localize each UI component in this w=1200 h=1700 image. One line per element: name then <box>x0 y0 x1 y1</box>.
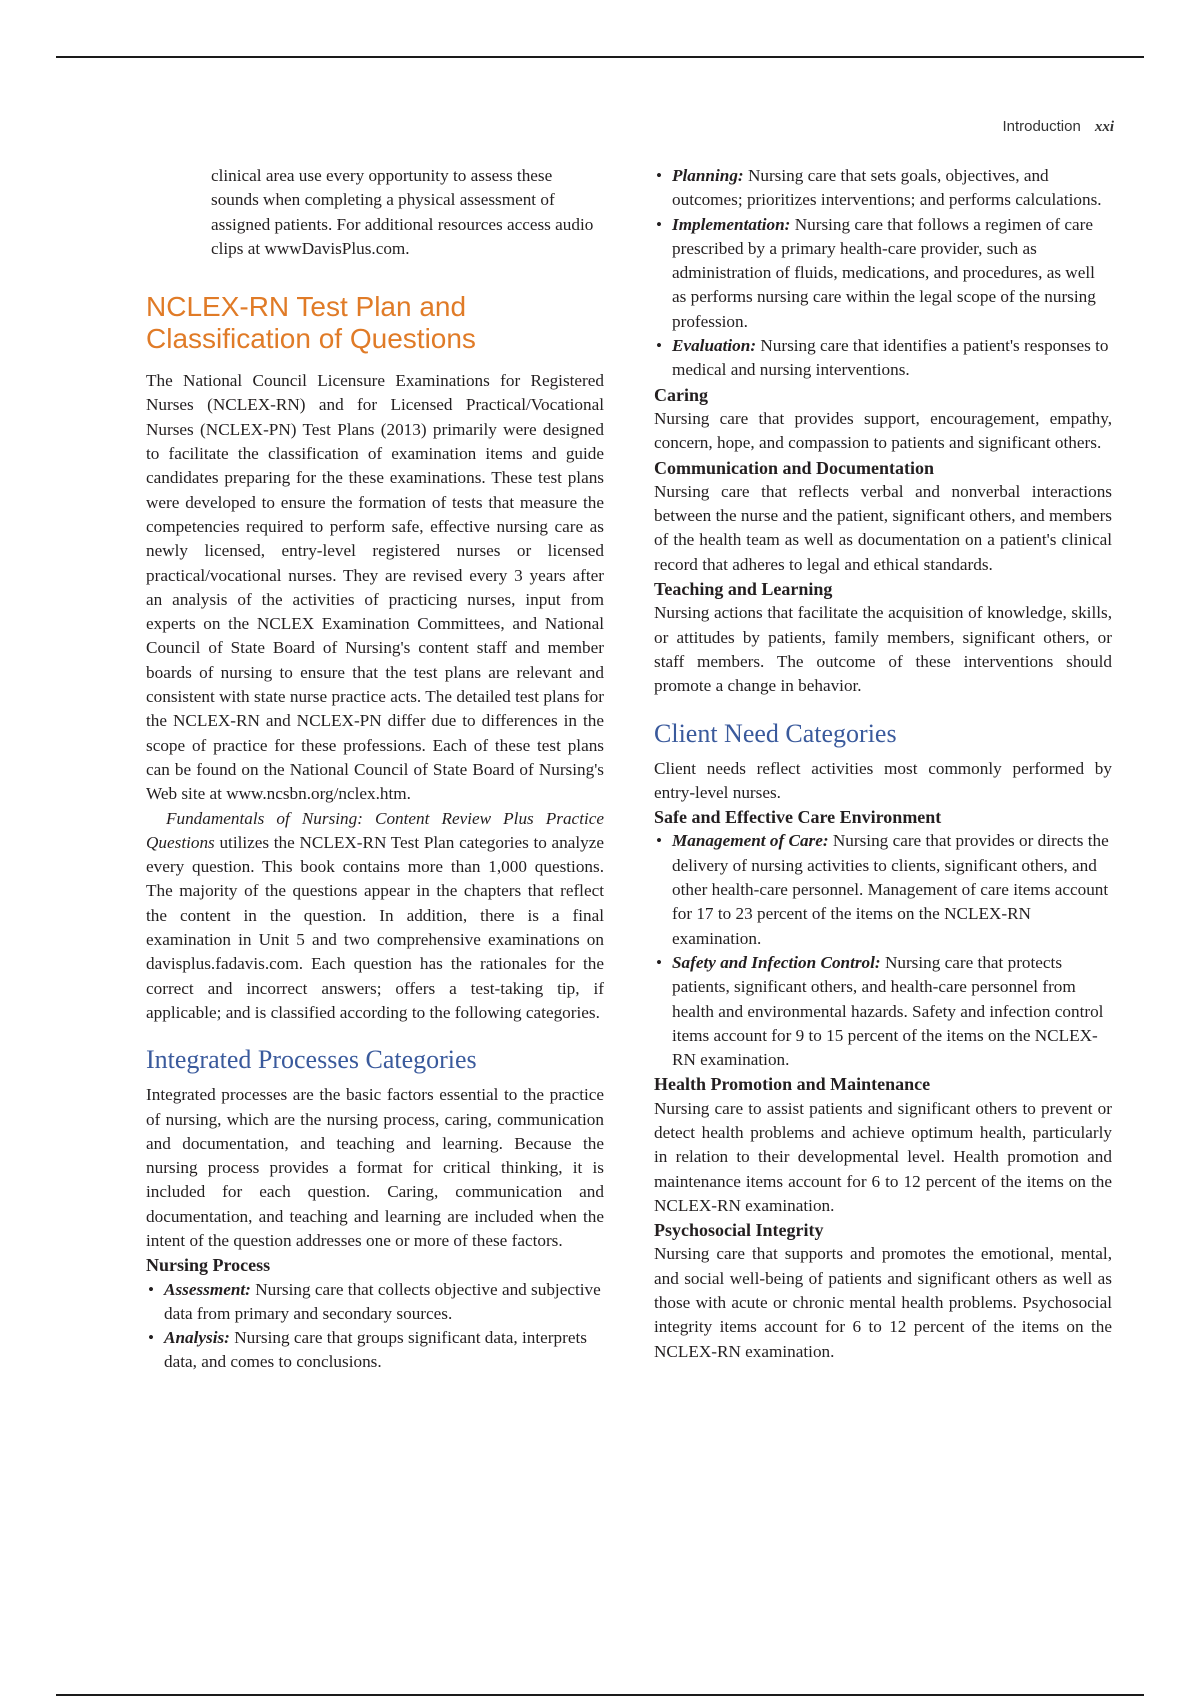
integrated-processes-heading: Integrated Processes Categories <box>146 1045 477 1075</box>
teaching-heading: Teaching and Learning <box>654 579 833 600</box>
caring-paragraph: Nursing care that provides support, encouragement, empathy, concern, hope, and compassion to patients and significant others. <box>654 408 1112 453</box>
right-column <box>654 164 1112 1364</box>
integrated-processes-paragraph: Integrated processes are the basic factors essential to the practice of nursing, which are the nursing process, caring, communication and documentation, and teaching and learning. Because the nursing process provides a format for critical thinking, it is included for each question. Caring, communication and documentation, and teaching and learning are included when the intent of the question addresses one or more of these factors. <box>146 1085 604 1250</box>
communication-paragraph: Nursing care that reflects verbal and nonverbal interactions between the nurse and the patient, significant others, and members of the health team as well as documentation on a patient's clinical record that adheres to legal and ethical standards. <box>654 481 1112 574</box>
section-title-line2: Classification of Questions <box>146 323 476 355</box>
section-title <box>146 291 604 355</box>
section-title-line1: NCLEX-RN Test Plan and <box>146 291 467 323</box>
list-item: • Assessment: Nursing care that collects objective and subjective data from primary and secondary sources. <box>146 1278 604 1327</box>
book-title: Fundamentals of Nursing: Content Review Plus Practice Questions <box>146 808 604 852</box>
list-item: • Safety and Infection Control: Nursing care that protects patients, significant others, and health-care personnel from health and environmental hazards. Safety and infection control items account for 9 to 15 percent of the items on the NCLEX-RN examination. <box>654 951 1112 1072</box>
list-item: • Evaluation: Nursing care that identifies a patient's responses to medical and nursing interventions. <box>654 334 1112 383</box>
health-promotion-paragraph: Nursing care to assist patients and significant others to prevent or detect health problems and achieve optimum health, particularly in relation to their developmental level. Health promotion and maintenance items account for 6 to 12 percent of the items on the NCLEX-RN examination. <box>654 1098 1112 1215</box>
list-item: • Implementation: Nursing care that follows a regimen of care prescribed by a primary health-care provider, such as administration of fluids, medications, and procedures, as well as performs nursing care within the legal scope of the nursing profession. <box>654 213 1112 334</box>
client-need-heading: Client Need Categories <box>654 718 897 748</box>
test-plan-paragraph: The National Council Licensure Examinations for Registered Nurses (NCLEX-RN) and for Licensed Practical/Vocational Nurses (NCLEX-PN) Test Plans (2013) primarily were designed to facilitate the classification of examination items and guide candidates preparing for the these examinations. These test plans were developed to ensure the formation of tests that measure the competencies required to perform safe, effective nursing care as newly licensed, entry-level registered nurses or licensed practical/vocational nurses. They are revised every 3 years after an analysis of the activities of practicing nurses, input from experts on the NCLEX Examination Committees, and National Council of State Board of Nursing's content staff and member boards of nursing to ensure that the test plans are relevant and consistent with state nurse practice acts. The detailed test plans for the NCLEX-RN and NCLEX-PN differ due to differences in the scope of practice for these professions. Each of these test plans can be found on the National Council of State Board of Nursing's Web site at www.ncsbn.org/nclex.htm. <box>146 371 604 804</box>
book-paragraph-text: utilizes the NCLEX-RN Test Plan categories to analyze every question. This book contains more than 1,000 questions. The majority of the questions appear in the chapters that reflect the content in the question. In addition, there is a final examination in Unit 5 and two comprehensive examinations on davisplus.fadavis.com. Each question has the rationales for the correct and incorrect answers; offers a test-taking tip, if applicable; and is classified according to the following categories. <box>146 832 604 1022</box>
client-need-paragraph: Client needs reflect activities most commonly performed by entry-level nurses. <box>654 758 1112 802</box>
communication-heading: Communication and Documentation <box>654 457 935 478</box>
book-paragraph <box>146 807 604 1026</box>
page-number: xxi <box>1094 119 1114 135</box>
continuation-paragraph: clinical area use every opportunity to assess these sounds when completing a physical assessment of assigned patients. For additional resources access audio clips at wwwDavisPlus.com. <box>211 166 594 258</box>
list-item: • Planning: Nursing care that sets goals, objectives, and outcomes; prioritizes interventions; and performs calculations. <box>654 164 1112 213</box>
psychosocial-heading: Psychosocial Integrity <box>654 1220 824 1241</box>
health-promotion-heading: Health Promotion and Maintenance <box>654 1074 931 1095</box>
list-item: • Analysis: Nursing care that groups significant data, interprets data, and comes to conclusions. <box>146 1326 604 1375</box>
safe-care-heading: Safe and Effective Care Environment <box>654 807 942 828</box>
left-column <box>146 164 604 1375</box>
nursing-process-heading: Nursing Process <box>146 1255 271 1276</box>
running-title: Introduction <box>1002 118 1081 135</box>
top-rule <box>56 56 1144 58</box>
psychosocial-paragraph: Nursing care that supports and promotes the emotional, mental, and social well-being of patients and significant others as well as those with acute or chronic mental health problems. Psychosocial integrity items account for 6 to 12 percent of the items on the NCLEX-RN examination. <box>654 1244 1112 1361</box>
teaching-paragraph: Nursing actions that facilitate the acquisition of knowledge, skills, or attitudes by patients, family members, significant others, or staff members. The outcome of these interventions should promote a change in behavior. <box>654 603 1112 696</box>
running-head <box>1002 118 1114 136</box>
caring-heading: Caring <box>654 384 708 405</box>
nursing-process-list <box>146 1278 604 1375</box>
nursing-process-list-continued <box>654 164 1112 383</box>
list-item: • Management of Care: Nursing care that provides or directs the delivery of nursing activities to clients, significant others, and other health-care personnel. Management of care items account for 17 to 23 percent of the items on the NCLEX-RN examination. <box>654 829 1112 950</box>
bottom-rule <box>56 1694 1144 1696</box>
safe-care-list <box>654 829 1112 1072</box>
